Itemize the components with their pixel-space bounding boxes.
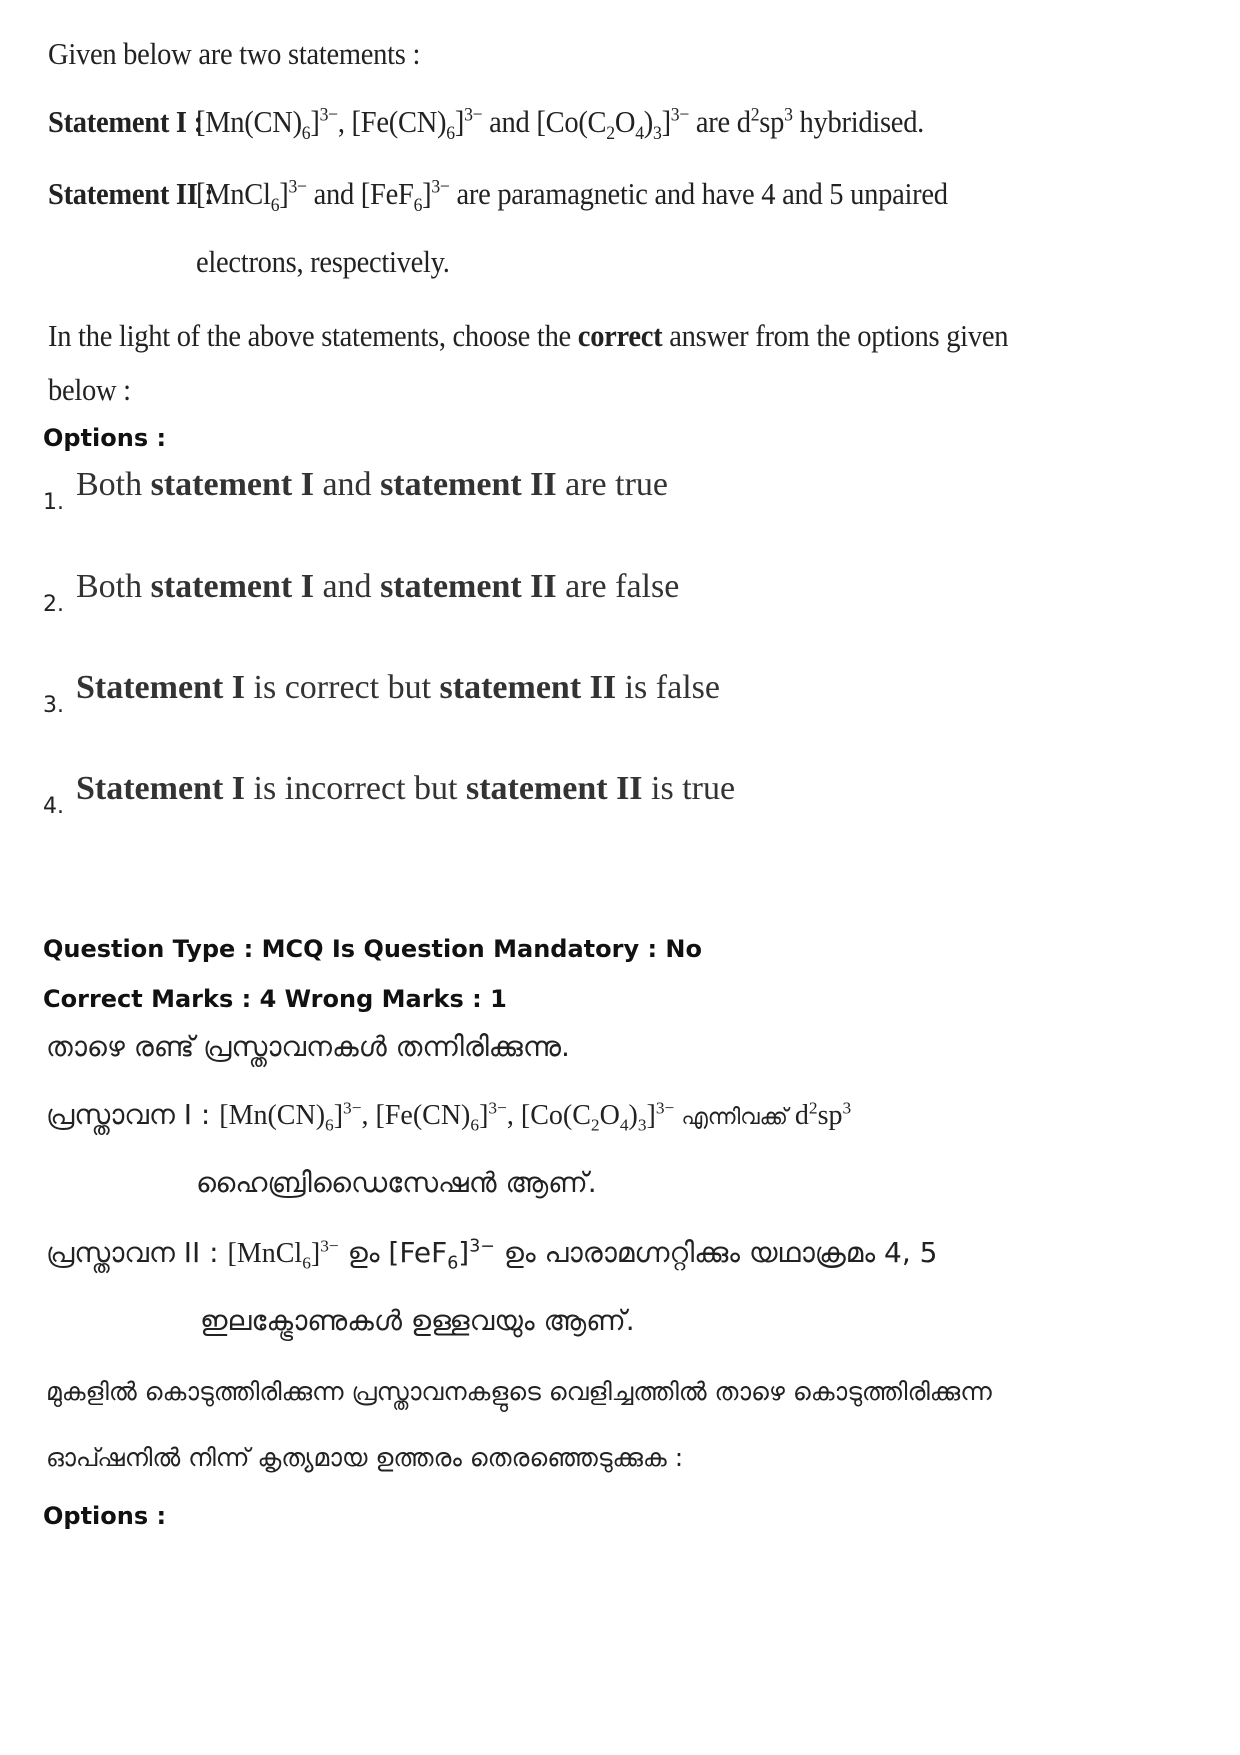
ml-instruction: മുകളിൽ കൊടുത്തിരിക്കുന്ന പ്രസ്താവനകളുടെ വെളിച്ചത്തിൽ താഴെ കൊടുത്തിരിക്കുന്ന	[46, 1377, 992, 1406]
marks-line: Correct Marks : 4 Wrong Marks : 1	[43, 985, 507, 1013]
options-label-ml: Options :	[43, 1502, 167, 1530]
ml-statement-2: പ്രസ്താവന II : [MnCl$_6$]$^{3-}$ ഉം $[FeF_6]^{3-}$ ഉം പാരാമഗ്നറ്റിക്കും യഥാക്രമം 4, 5	[46, 1236, 938, 1274]
ml-question-intro: താഴെ രണ്ട് പ്രസ്താവനകൾ തന്നിരിക്കുന്നു.	[46, 1030, 570, 1063]
option-number: 2.	[43, 592, 64, 617]
statement-2-label: Statement II :	[48, 176, 214, 211]
ml-statement-1: പ്രസ്താവന I : $[Mn(CN)_6]^{3-}$, $[Fe(CN)_6]^{3-}$, $[Co(C_2O_4)_3]^{3-}$ എന്നിവക്ക് $d^2sp^3$	[46, 1098, 852, 1135]
option-number: 4.	[43, 794, 64, 819]
option-4[interactable]	[43, 770, 736, 819]
option-text: Both statement I and statement II are true	[76, 466, 669, 503]
ml-statement-1-label: പ്രസ്താവന I :	[46, 1098, 220, 1131]
ml-instruction-line2: ഓപ്ഷനിൽ നിന്ന് കൃത്യമായ ഉത്തരം തെരഞ്ഞെടുക്കുക :	[46, 1443, 684, 1472]
instruction-line2: below :	[48, 372, 131, 407]
statement-1-text: $[Mn(CN)_6]^{3-}$, $[Fe(CN)_6]^{3-}$ and $[Co(C_2O_4)_3]^{3-}$ are $d^2sp^3$ hybridised.	[196, 104, 925, 145]
ml-statement-2-label: പ്രസ്താവന II :	[46, 1236, 228, 1269]
statement-1-label: Statement I :	[48, 104, 203, 139]
statement-2-text: [MnCl$_6$]$^{3-}$ and $[FeF_6]^{3-}$ are paramagnetic and have 4 and 5 unpaired	[196, 176, 948, 217]
option-number: 1.	[43, 490, 64, 515]
statement-2-line2: electrons, respectively.	[196, 244, 450, 279]
option-3[interactable]	[43, 669, 720, 718]
option-text: Both statement I and statement II are false	[76, 568, 680, 605]
option-text: Statement I is incorrect but statement II is true	[76, 770, 736, 807]
question-type-line: Question Type : MCQ Is Question Mandatory : No	[43, 935, 702, 963]
option-text: Statement I is correct but statement II is false	[76, 669, 720, 706]
question-intro: Given below are two statements :	[48, 36, 421, 71]
instruction: In the light of the above statements, choose the correct answer from the options given	[48, 318, 1009, 353]
ml-statement-1-line2: ഹൈബ്രിഡൈസേഷൻ ആണ്.	[196, 1166, 597, 1199]
option-2[interactable]	[43, 568, 680, 617]
options-label: Options :	[43, 424, 167, 452]
option-number: 3.	[43, 693, 64, 718]
statement-2	[48, 176, 214, 212]
statement-1	[48, 104, 203, 140]
ml-statement-2-line2: ഇലക്ട്രോണുകൾ ഉള്ളവയും ആണ്.	[200, 1304, 635, 1337]
option-1[interactable]	[43, 466, 669, 515]
